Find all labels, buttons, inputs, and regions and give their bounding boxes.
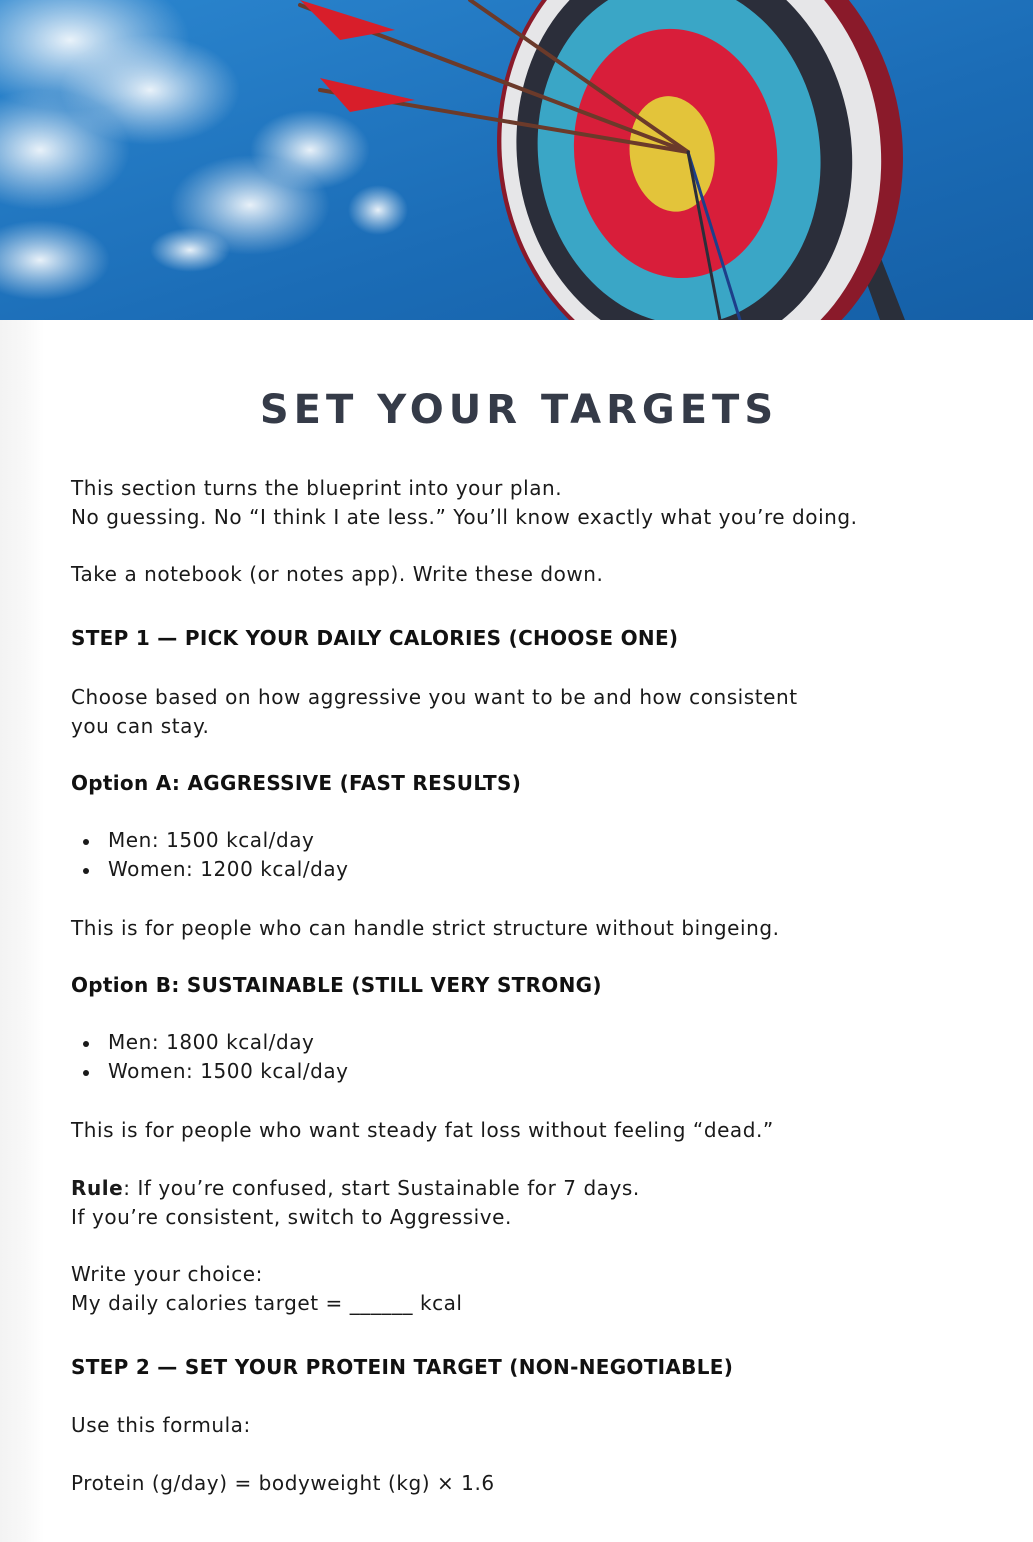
formula-label: Use this formula: (71, 1413, 251, 1437)
archery-target-illustration (0, 0, 1033, 320)
option-a-list (71, 826, 349, 884)
intro-line-3: Take a notebook (or notes app). Write these down. (71, 562, 604, 586)
option-a-heading: Option A: AGGRESSIVE (FAST RESULTS) (71, 771, 522, 795)
protein-formula: Protein (g/day) = bodyweight (kg) × 1.6 (71, 1471, 495, 1495)
step1-heading: STEP 1 — PICK YOUR DAILY CALORIES (CHOOSE ONE) (71, 626, 679, 650)
calorie-target-line: My daily calories target = ______ kcal (71, 1291, 463, 1315)
rule-text: : If you’re confused, start Sustainable for 7 days. (123, 1176, 640, 1200)
intro-line-2: No guessing. No “I think I ate less.” You’ll know exactly what you’re doing. (71, 505, 858, 529)
write-choice-label: Write your choice: (71, 1262, 263, 1286)
rule-line-2: If you’re consistent, switch to Aggressive. (71, 1205, 512, 1229)
page-title: SET YOUR TARGETS (259, 387, 779, 433)
page-edge-shade (0, 320, 44, 1542)
step1-desc-line-2: you can stay. (71, 714, 210, 738)
step1-desc-line-1: Choose based on how aggressive you want to be and how consistent (71, 685, 798, 709)
list-item: Women: 1500 kcal/day (71, 1057, 349, 1086)
option-b-note: This is for people who want steady fat loss without feeling “dead.” (71, 1118, 774, 1142)
list-item: Men: 1500 kcal/day (71, 826, 349, 855)
hero-image (0, 0, 1033, 320)
rule-line-1 (71, 1174, 640, 1203)
option-b-list (71, 1028, 349, 1086)
intro-line-1: This section turns the blueprint into your plan. (71, 476, 563, 500)
option-b-heading: Option B: SUSTAINABLE (STILL VERY STRONG) (71, 973, 602, 997)
rule-label: Rule (71, 1176, 124, 1200)
list-item: Women: 1200 kcal/day (71, 855, 349, 884)
list-item: Men: 1800 kcal/day (71, 1028, 349, 1057)
option-a-note: This is for people who can handle strict structure without bingeing. (71, 916, 780, 940)
step2-heading: STEP 2 — SET YOUR PROTEIN TARGET (NON-NEGOTIABLE) (71, 1355, 734, 1379)
